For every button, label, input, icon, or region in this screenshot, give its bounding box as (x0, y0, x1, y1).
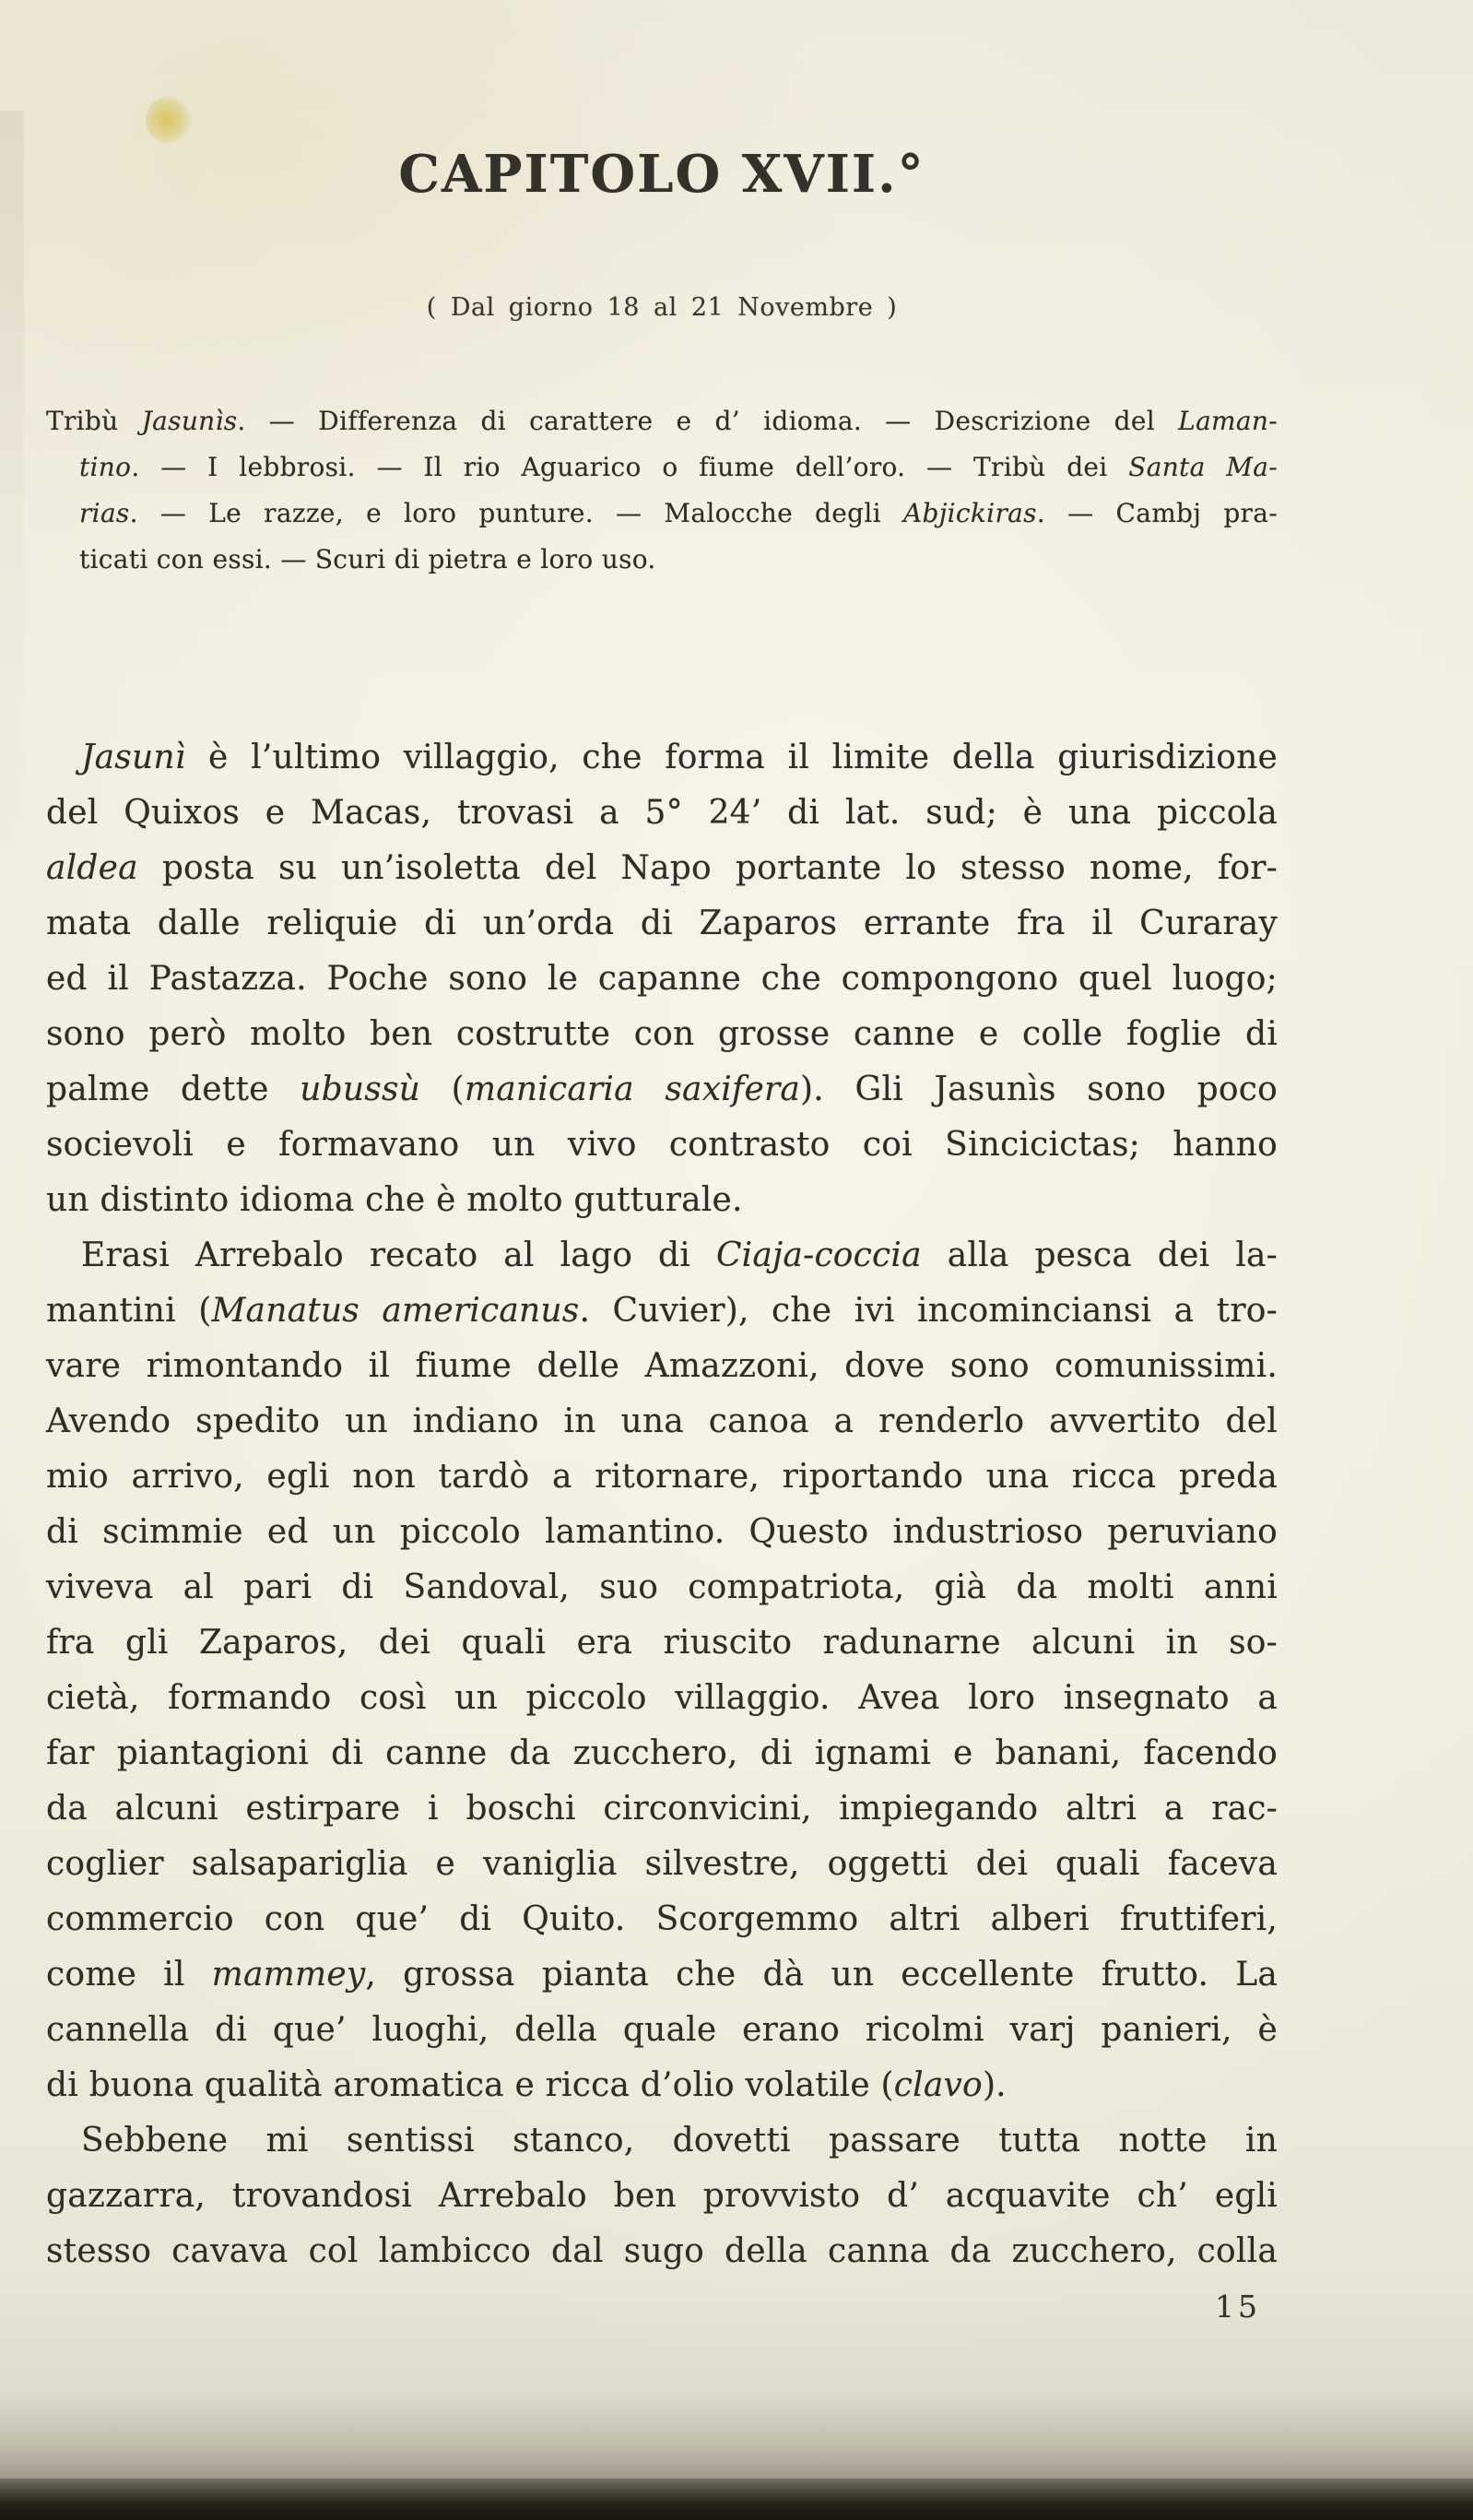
text-run: gazzarra, trovandosi Arrebalo ben provvisto d’ acquavite ch’ egli (46, 2177, 1278, 2215)
text-line (46, 1671, 1278, 1726)
text-run: ed il Pastazza. Poche sono le capanne che compongono quel luogo; (46, 960, 1278, 998)
italic-text: clavo (893, 2066, 983, 2104)
text-run: come il (46, 1956, 212, 1994)
text-line (46, 1947, 1278, 2003)
text-run: , grossa pianta che dà un eccellente frutto. La (365, 1956, 1278, 1994)
text-line (46, 1007, 1278, 1062)
text-line (46, 2058, 1278, 2113)
text-run: alla pesca dei la- (921, 1236, 1278, 1274)
text-line (46, 1505, 1278, 1560)
text-run: socievoli e formavano un vivo contrasto coi Sincicictas; hanno (46, 1126, 1278, 1164)
text-run: ticati con essi. — Scuri di pietra e loro uso. (79, 544, 656, 574)
text-run: vare rimontando il fiume delle Amazzoni, dove sono comunissimi. (46, 1347, 1278, 1385)
scan-edge (0, 2479, 1473, 2520)
italic-text: Jasunìs (141, 406, 238, 436)
text-line (46, 1837, 1278, 1892)
text-line (79, 491, 1278, 537)
text-line (46, 1173, 1278, 1228)
text-run: . — Le razze, e loro punture. — Malocche degli (129, 498, 903, 528)
text-run: ( (420, 1071, 465, 1108)
text-run: . — Cambj pra- (1036, 498, 1278, 528)
paragraph (46, 730, 1278, 1228)
text-run: far piantagioni di canne da zucchero, di ignami e banani, facendo (46, 1734, 1278, 1772)
text-run: fra gli Zaparos, dei quali era riuscito radunarne alcuni in so- (46, 1624, 1278, 1662)
text-run: ). (982, 2066, 1007, 2104)
italic-text: Laman- (1178, 406, 1278, 436)
text-line (46, 2169, 1278, 2224)
chapter-title: CAPITOLO XVII.° (398, 144, 925, 205)
text-run: mata dalle reliquie di un’orda di Zaparos errante fra il Curaray (46, 905, 1278, 942)
text-line (46, 730, 1278, 786)
text-line (46, 1726, 1278, 1781)
text-run: viveva al pari di Sandoval, suo compatriota, già da molti anni (46, 1568, 1278, 1606)
italic-text: Abjickiras (902, 498, 1037, 528)
chapter-summary (46, 398, 1278, 583)
text-run: sono però molto ben costrutte con grosse canne e colle foglie di (46, 1015, 1278, 1053)
italic-text: tino (79, 452, 132, 482)
text-line (79, 444, 1278, 491)
text-run: ). Gli Jasunìs sono poco (800, 1071, 1278, 1108)
text-line (46, 896, 1278, 952)
text-run: Tribù (46, 406, 142, 436)
italic-text: ubussù (300, 1071, 421, 1108)
scan-left-streak (0, 111, 24, 941)
text-run: di buona qualità aromatica e ricca d’olio volatile ( (46, 2066, 894, 2104)
italic-text: aldea (46, 849, 138, 887)
text-line (46, 398, 1278, 444)
text-line (46, 2113, 1278, 2169)
text-run: posta su un’isoletta del Napo portante lo stesso nome, for- (137, 849, 1278, 887)
text-run: di scimmie ed un piccolo lamantino. Questo industrioso peruviano (46, 1513, 1278, 1551)
italic-text: Jasunì (81, 739, 186, 776)
body-text (46, 730, 1278, 2279)
text-line (46, 1228, 1278, 1284)
text-line (46, 2003, 1278, 2058)
text-line (46, 1339, 1278, 1394)
text-run: è l’ultimo villaggio, che forma il limite della giurisdizione (185, 739, 1278, 776)
text-line (46, 1394, 1278, 1449)
italic-text: Santa Ma- (1128, 452, 1278, 482)
text-run: un distinto idioma che è molto gutturale. (46, 1181, 743, 1219)
page-number: 15 (1215, 2289, 1261, 2325)
text-run: cannella di que’ luoghi, della quale erano ricolmi varj panieri, è (46, 2011, 1278, 2049)
text-run: commercio con que’ di Quito. Scorgemmo altri alberi fruttiferi, (46, 1900, 1278, 1938)
text-run: . — Differenza di carattere e d’ idioma. — Descrizione del (237, 406, 1179, 436)
chapter-date-range: ( Dal giorno 18 al 21 Novembre ) (426, 293, 898, 322)
paragraph (46, 2113, 1278, 2279)
text-run: coglier salsapariglia e vaniglia silvestre, oggetti dei quali faceva (46, 1845, 1278, 1883)
text-run: palme dette (46, 1071, 300, 1108)
text-run: mio arrivo, egli non tardò a ritornare, riportando una ricca preda (46, 1458, 1278, 1496)
paragraph (46, 1228, 1278, 2113)
text-run: del Quixos e Macas, trovasi a 5° 24’ di lat. sud; è una piccola (46, 794, 1278, 832)
text-line (46, 1615, 1278, 1671)
text-line (46, 2224, 1278, 2279)
text-line (46, 1062, 1278, 1118)
text-line (46, 1892, 1278, 1947)
text-line (46, 1118, 1278, 1173)
text-run: mantini ( (46, 1292, 212, 1330)
text-line (46, 786, 1278, 841)
text-line (46, 1449, 1278, 1505)
italic-text: mammey (211, 1956, 366, 1994)
text-line (46, 1781, 1278, 1837)
text-run: Avendo spedito un indiano in una canoa a renderlo avvertito del (46, 1402, 1278, 1440)
text-line (46, 1560, 1278, 1615)
text-line (46, 952, 1278, 1007)
italic-text: Manatus americanus (211, 1292, 580, 1330)
text-run: stesso cavava col lambicco dal sugo della canna da zucchero, colla (46, 2232, 1278, 2270)
italic-text: rias (79, 498, 130, 528)
italic-text: manicaria saxifera (464, 1071, 801, 1108)
page-bottom-shadow (0, 2392, 1473, 2480)
text-run: cietà, formando così un piccolo villaggio. Avea loro insegnato a (46, 1679, 1278, 1717)
text-run: . — I lebbrosi. — Il rio Aguarico o fiume dell’oro. — Tribù dei (131, 452, 1129, 482)
text-run: Sebbene mi sentissi stanco, dovetti passare tutta notte in (81, 2122, 1278, 2159)
text-run: Erasi Arrebalo recato al lago di (81, 1236, 716, 1274)
italic-text: Ciaja-coccia (715, 1236, 922, 1274)
text-line (46, 1284, 1278, 1339)
text-line (46, 841, 1278, 896)
paper-stain (146, 96, 192, 144)
text-run: . Cuvier), che ivi incominciansi a tro- (579, 1292, 1278, 1330)
text-run: da alcuni estirpare i boschi circonvicini, impiegando altri a rac- (46, 1790, 1278, 1828)
text-line (79, 537, 1278, 583)
